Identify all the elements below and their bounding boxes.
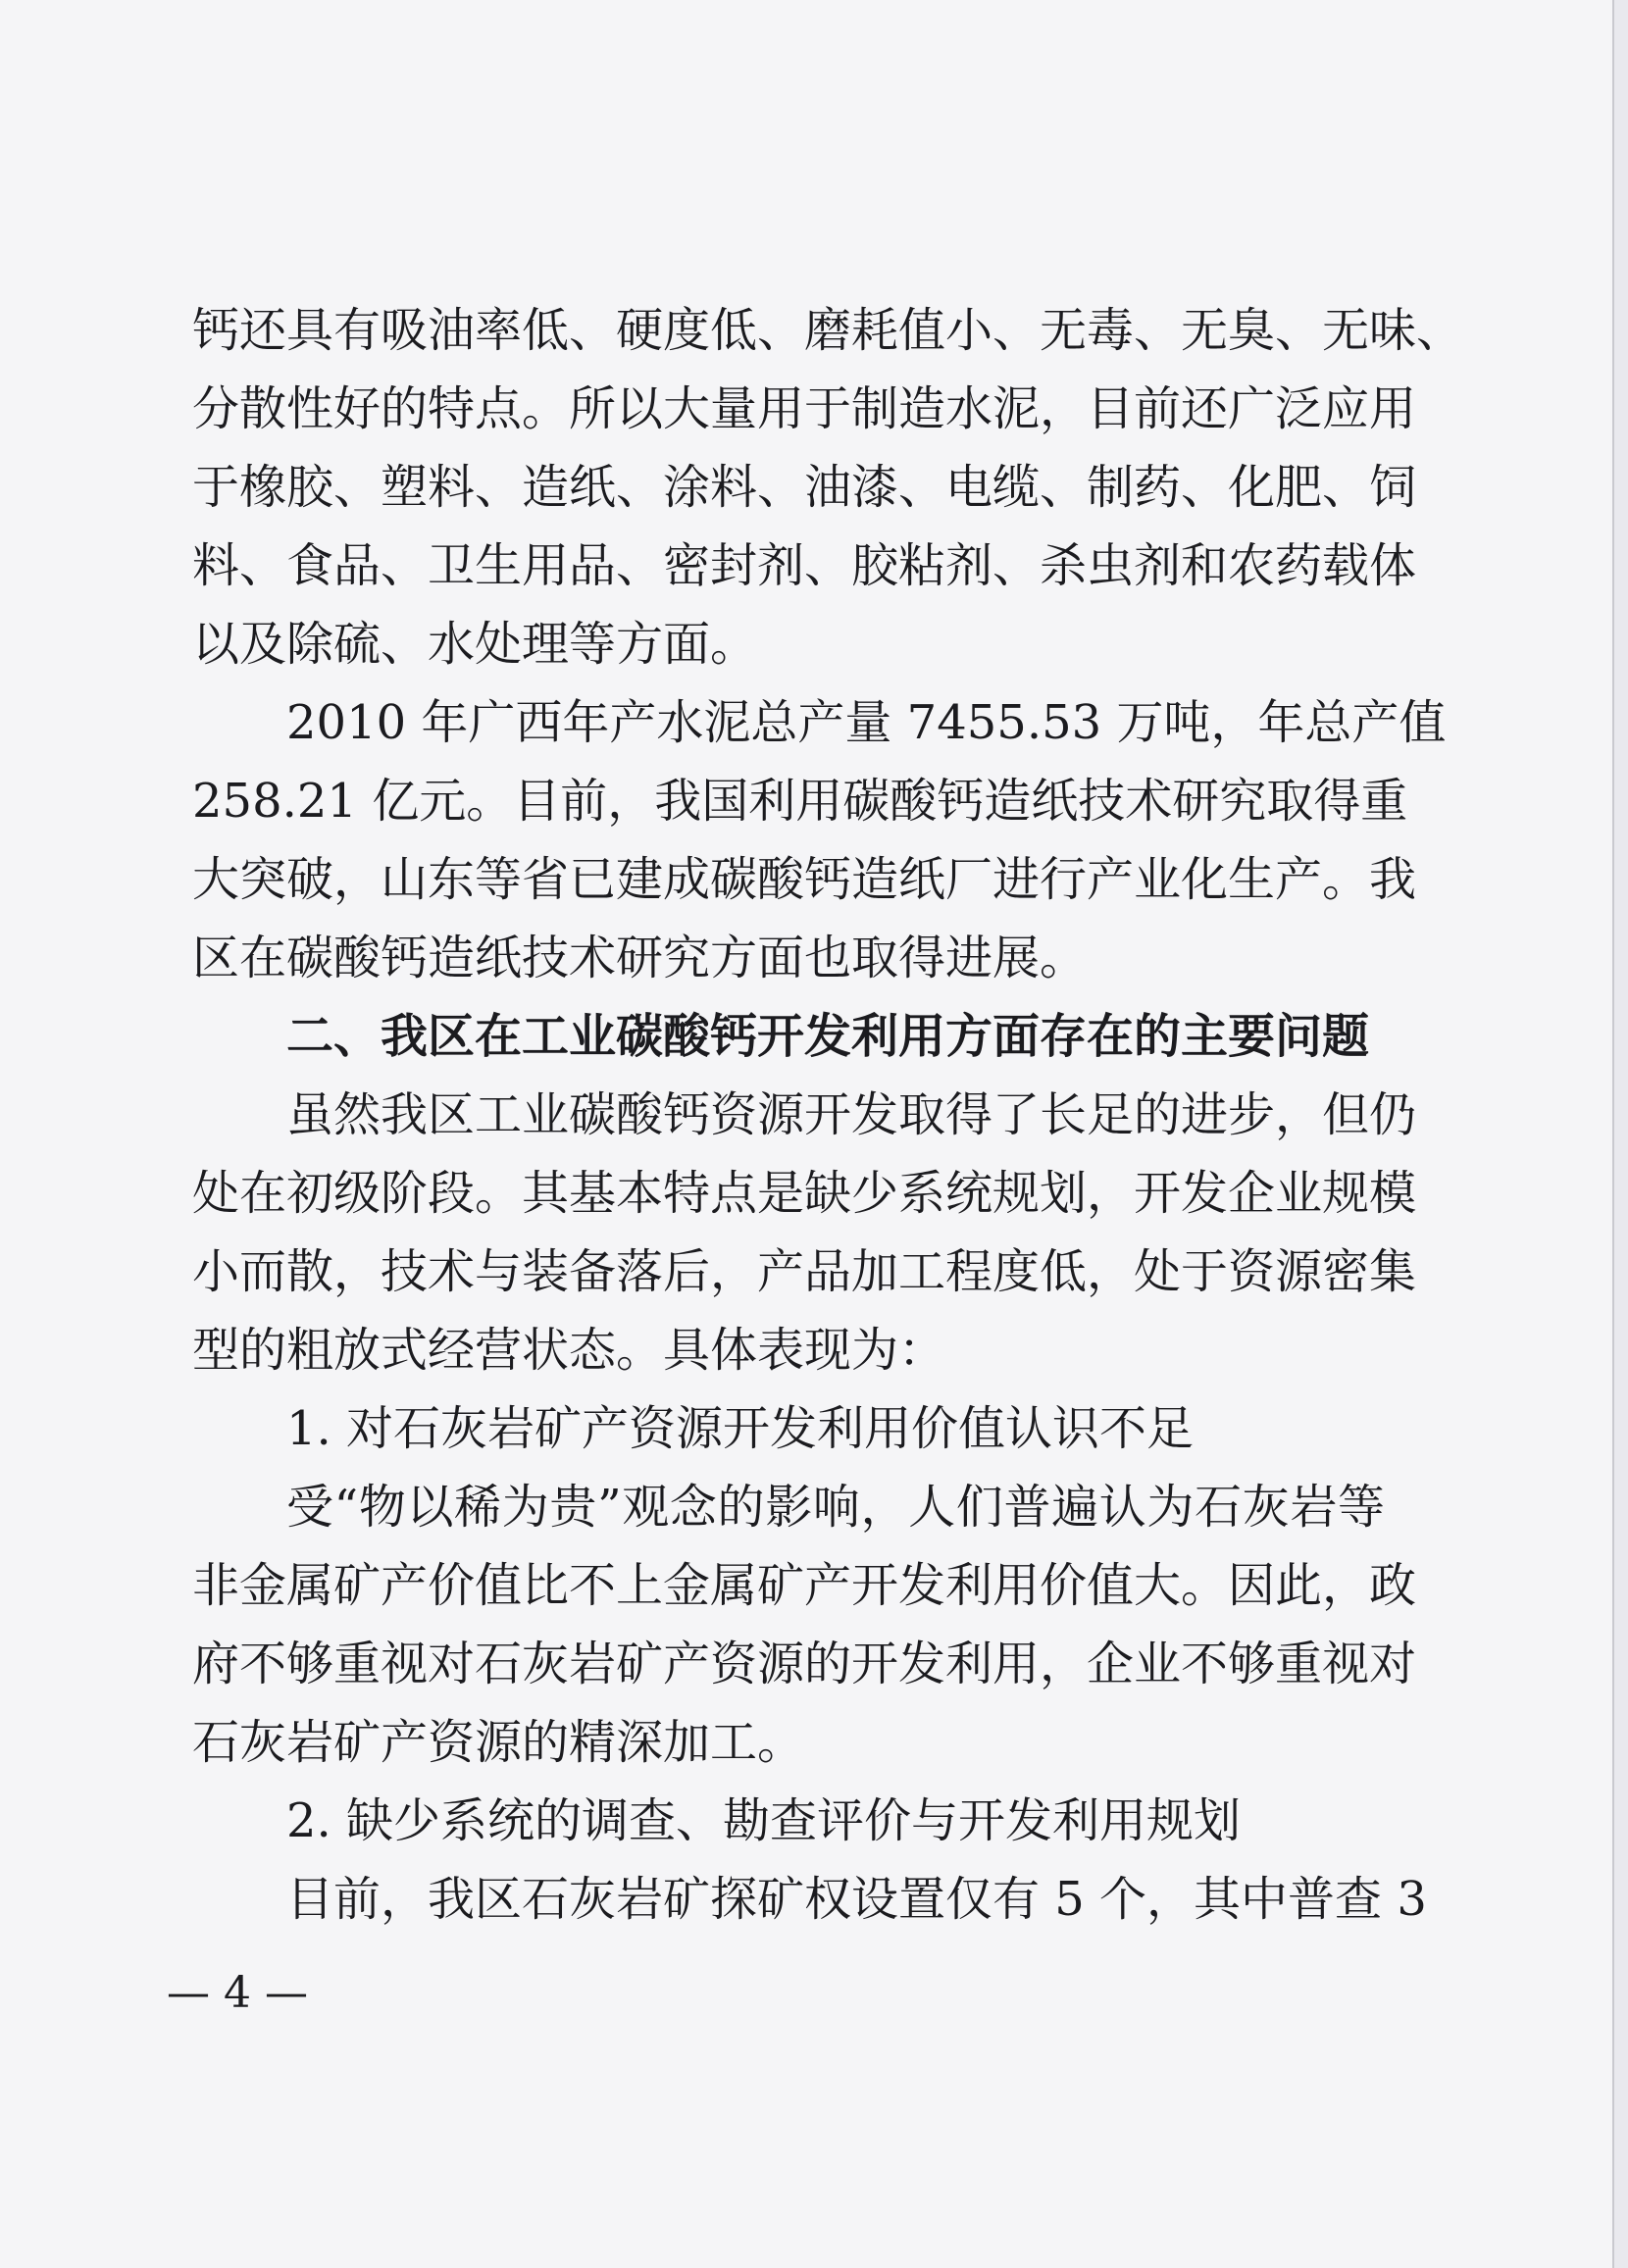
body-line: 2010 年广西年产水泥总产量 7455.53 万吨，年总产值	[286, 695, 1447, 750]
section-heading: 二、我区在工业碳酸钙开发利用方面存在的主要问题	[286, 1009, 1370, 1064]
body-line: 虽然我区工业碳酸钙资源开发取得了长足的进步，但仍	[286, 1087, 1417, 1142]
subsection-heading: 1. 对石灰岩矿产资源开发利用价值认识不足	[286, 1401, 1195, 1456]
body-line: 非金属矿产价值比不上金属矿产开发利用价值大。因此，政	[192, 1558, 1417, 1613]
subsection-heading: 2. 缺少系统的调查、勘查评价与开发利用规划	[286, 1793, 1242, 1848]
body-line: 分散性好的特点。所以大量用于制造水泥，目前还广泛应用	[192, 381, 1417, 436]
body-line: 小而散，技术与装备落后，产品加工程度低，处于资源密集	[192, 1244, 1417, 1299]
page-number: — 4 —	[167, 1968, 308, 2018]
body-line: 处在初级阶段。其基本特点是缺少系统规划，开发企业规模	[192, 1166, 1417, 1221]
body-line: 以及除硫、水处理等方面。	[192, 617, 758, 672]
body-line: 大突破，山东等省已建成碳酸钙造纸厂进行产业化生产。我	[192, 852, 1417, 907]
body-line: 料、食品、卫生用品、密封剂、胶粘剂、杀虫剂和农药载体	[192, 538, 1417, 593]
body-line: 受“物以稀为贵”观念的影响，人们普遍认为石灰岩等	[286, 1480, 1385, 1535]
body-line: 于橡胶、塑料、造纸、涂料、油漆、电缆、制药、化肥、饲	[192, 460, 1417, 515]
body-line: 石灰岩矿产资源的精深加工。	[192, 1715, 805, 1770]
page-edge-shadow	[1614, 0, 1628, 2268]
document-body	[192, 291, 1464, 1939]
body-line: 区在碳酸钙造纸技术研究方面也取得进展。	[192, 931, 1088, 985]
body-line: 型的粗放式经营状态。具体表现为：	[192, 1323, 946, 1378]
body-line: 钙还具有吸油率低、硬度低、磨耗值小、无毒、无臭、无味、	[192, 303, 1464, 358]
page-edge-line	[1612, 0, 1614, 2268]
body-line: 目前，我区石灰岩矿探矿权设置仅有 5 个，其中普查 3	[286, 1872, 1427, 1927]
body-line: 258.21 亿元。目前，我国利用碳酸钙造纸技术研究取得重	[192, 774, 1408, 829]
body-line: 府不够重视对石灰岩矿产资源的开发利用，企业不够重视对	[192, 1637, 1417, 1691]
